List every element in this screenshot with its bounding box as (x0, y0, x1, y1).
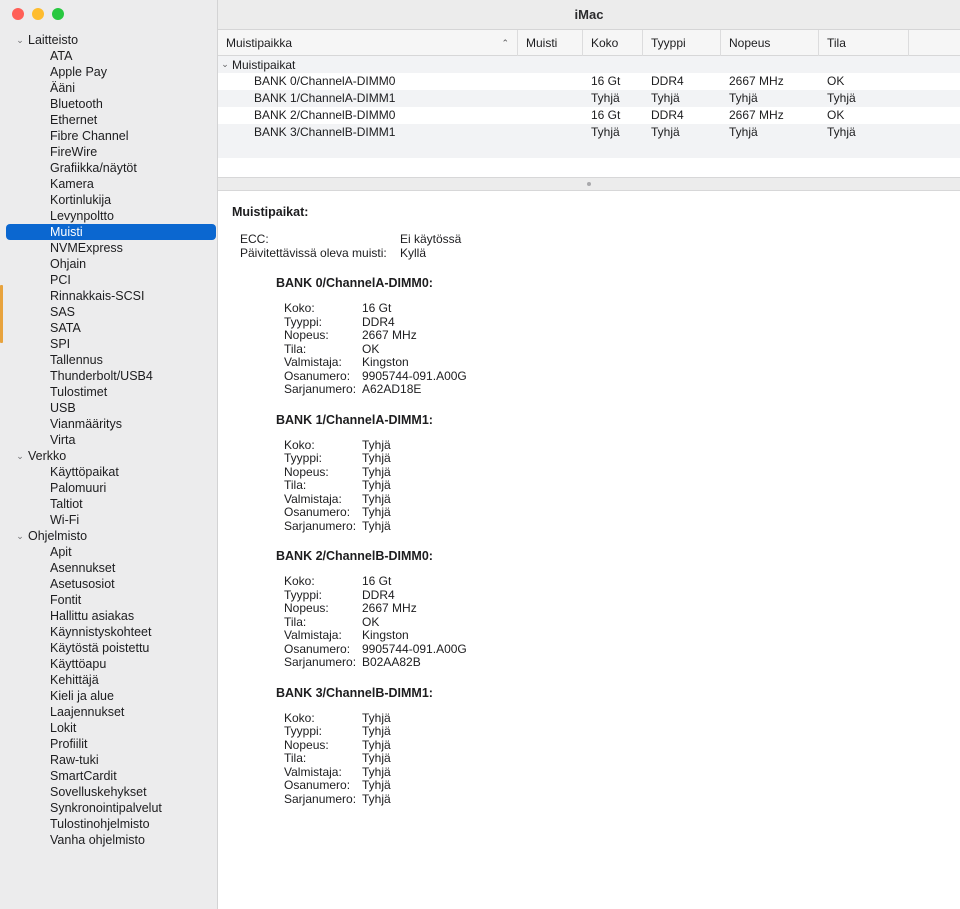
detail-field (284, 302, 960, 316)
detail-field (284, 329, 960, 343)
detail-field-label: Tila: (284, 751, 307, 765)
detail-field-label: Nopeus: (284, 737, 329, 752)
detail-field-value: 9905744-091.A00G (362, 641, 467, 656)
sidebar-item-nvmexpress[interactable]: NVMExpress (50, 241, 123, 255)
detail-field-value: DDR4 (362, 314, 395, 329)
detail-field-label: Sarjanumero: (284, 791, 357, 806)
cell-nopeus: 2667 MHz (729, 74, 784, 88)
detail-bank-section (276, 276, 960, 397)
cell-tyyppi: Tyhjä (651, 91, 680, 105)
detail-field-label: Osanumero: (284, 641, 351, 656)
sidebar-group-label: Ohjelmisto (28, 529, 88, 543)
detail-field (240, 247, 960, 261)
detail-field (284, 793, 960, 807)
sidebar-item-vianm-ritys[interactable]: Vianmääritys (50, 417, 123, 431)
column-header-tyyppi[interactable] (643, 30, 721, 56)
cell-koko: 16 Gt (591, 108, 621, 122)
detail-field-label: Valmistaja: (284, 355, 342, 369)
cell-tila: OK (827, 108, 845, 122)
sidebar-item-hallittu-asiakas[interactable]: Hallittu asiakas (50, 609, 135, 623)
chevron-down-icon[interactable]: ⌄ (16, 34, 24, 45)
detail-field-value: Tyhjä (362, 478, 391, 492)
sidebar-item-ohjain[interactable]: Ohjain (50, 257, 87, 271)
sidebar-item-bluetooth[interactable]: Bluetooth (50, 97, 103, 111)
cell-muistipaikka: BANK 0/ChannelA-DIMM0 (254, 74, 396, 88)
detail-field-label: Osanumero: (284, 368, 351, 383)
cell-koko: 16 Gt (591, 74, 621, 88)
detail-field-label: Osanumero: (284, 778, 351, 792)
sidebar-item-sovelluskehykset[interactable]: Sovelluskehykset (50, 785, 147, 799)
detail-field-label: ECC: (240, 232, 269, 246)
table-row[interactable] (218, 124, 960, 141)
detail-field (284, 493, 960, 507)
sidebar-item-asetusosiot[interactable]: Asetusosiot (50, 577, 115, 591)
detail-field (284, 643, 960, 657)
chevron-down-icon[interactable]: ⌄ (16, 530, 24, 541)
detail-field-value: Tyhjä (362, 505, 391, 519)
memory-slots-table (218, 56, 960, 177)
detail-pane (218, 191, 960, 909)
sidebar-item-k-ytt-paikat[interactable]: Käyttöpaikat (50, 465, 119, 479)
cell-tila: OK (827, 74, 845, 88)
detail-field-label: Nopeus: (284, 464, 329, 479)
detail-bank-title: BANK 1/ChannelA-DIMM1: (276, 412, 433, 427)
sidebar-item-palomuuri[interactable]: Palomuuri (50, 481, 107, 495)
cell-muisti (518, 124, 583, 141)
sidebar-item-tulostinohjelmisto[interactable]: Tulostinohjelmisto (50, 817, 150, 831)
cell-tyyppi: DDR4 (651, 108, 684, 122)
cell-koko: Tyhjä (591, 91, 620, 105)
sidebar-item-grafiikka-n-yt-t[interactable]: Grafiikka/näytöt (50, 161, 137, 175)
detail-field (284, 439, 960, 453)
sidebar-item-spi[interactable]: SPI (50, 337, 71, 351)
column-header-tila[interactable] (819, 30, 909, 56)
detail-field-label: Tyyppi: (284, 587, 323, 602)
detail-field-value: OK (362, 614, 380, 629)
sidebar-item-kehitt-j[interactable]: Kehittäjä (50, 673, 99, 687)
sidebar-item-pci[interactable]: PCI (50, 273, 71, 287)
column-header-label: Nopeus (729, 35, 771, 50)
main-panel (218, 0, 960, 909)
sidebar-item-sas[interactable]: SAS (50, 305, 76, 319)
column-header-muistipaikka[interactable] (218, 30, 518, 56)
detail-field (284, 479, 960, 493)
detail-field-value: Tyhjä (362, 764, 391, 779)
cell-muistipaikka: BANK 1/ChannelA-DIMM1 (254, 91, 396, 105)
detail-field-value: Tyhjä (362, 518, 391, 533)
detail-field-value: Kingston (362, 355, 409, 369)
detail-field (284, 466, 960, 480)
sidebar-item-levynpoltto[interactable]: Levynpoltto (50, 209, 114, 223)
sidebar-item-laajennukset[interactable]: Laajennukset (50, 705, 125, 719)
sidebar-item-ni[interactable]: Ääni (50, 81, 76, 95)
detail-field (284, 616, 960, 630)
detail-field-label: Tila: (284, 614, 307, 629)
window-controls[interactable] (0, 0, 217, 28)
sidebar-item-sata[interactable]: SATA (50, 321, 81, 335)
detail-field-value: 2667 MHz (362, 328, 417, 342)
chevron-down-icon[interactable]: ⌄ (221, 59, 229, 69)
detail-field-value: Kyllä (400, 245, 427, 260)
detail-field-label: Valmistaja: (284, 491, 342, 506)
sidebar-item-k-ynnistyskohteet[interactable]: Käynnistyskohteet (50, 625, 152, 639)
detail-bank-section (276, 413, 960, 534)
sidebar-item-profiilit[interactable]: Profiilit (50, 737, 88, 751)
detail-field-value: Tyhjä (362, 791, 391, 806)
sidebar (0, 0, 218, 909)
cell-nopeus: Tyhjä (729, 91, 758, 105)
sidebar-item-k-yt-st-poistettu[interactable]: Käytöstä poistettu (50, 641, 150, 655)
cell-muisti (518, 107, 583, 124)
detail-bank-section (276, 686, 960, 807)
sidebar-item-thunderbolt-usb4[interactable]: Thunderbolt/USB4 (50, 369, 153, 383)
detail-field-label: Valmistaja: (284, 628, 342, 642)
detail-bank-title: BANK 3/ChannelB-DIMM1: (276, 685, 433, 700)
detail-field (284, 752, 960, 766)
detail-banks (232, 276, 960, 806)
detail-field-value: Tyhjä (362, 778, 391, 792)
sidebar-item-tallennus[interactable]: Tallennus (50, 353, 103, 367)
sidebar-item-firewire[interactable]: FireWire (50, 145, 98, 159)
sidebar-list (0, 28, 217, 848)
cell-nopeus: 2667 MHz (729, 108, 784, 122)
table-row[interactable] (218, 107, 960, 124)
sidebar-item-apit[interactable]: Apit (50, 545, 72, 559)
detail-field (284, 739, 960, 753)
sort-ascending-icon: ⌃ (501, 37, 509, 48)
sidebar-group-verkko[interactable] (0, 448, 217, 464)
detail-field (284, 316, 960, 330)
detail-field-value: 9905744-091.A00G (362, 368, 467, 383)
cell-tila: Tyhjä (827, 91, 856, 105)
detail-field (284, 766, 960, 780)
detail-field (284, 506, 960, 520)
detail-field-value: DDR4 (362, 587, 395, 602)
page-title: iMac (574, 7, 604, 22)
detail-field-value: Tyhjä (362, 437, 391, 452)
detail-field-label: Päivitettävissä oleva muisti: (240, 245, 387, 260)
sidebar-item-virta[interactable]: Virta (50, 433, 76, 447)
detail-field (284, 779, 960, 793)
pane-splitter[interactable] (218, 177, 960, 191)
sidebar-item-rinnakkais-scsi[interactable]: Rinnakkais-SCSI (50, 289, 145, 303)
minimize-icon[interactable] (32, 8, 44, 20)
column-header-label: Tila (827, 35, 846, 50)
sidebar-item-asennukset[interactable]: Asennukset (50, 561, 116, 575)
sidebar-item-vanha-ohjelmisto[interactable]: Vanha ohjelmisto (50, 833, 145, 847)
detail-field (284, 575, 960, 589)
cell-muistipaikka: BANK 2/ChannelB-DIMM0 (254, 108, 396, 122)
detail-field-label: Koko: (284, 574, 315, 588)
sidebar-item-fibre-channel[interactable]: Fibre Channel (50, 129, 129, 143)
sidebar-item-k-ytt-apu[interactable]: Käyttöapu (50, 657, 107, 671)
cell-tila: Tyhjä (827, 125, 856, 139)
detail-field (284, 452, 960, 466)
detail-field-value: Tyhjä (362, 737, 391, 752)
sidebar-item-lokit[interactable]: Lokit (50, 721, 77, 735)
sidebar-item-smartcardit[interactable]: SmartCardit (50, 769, 117, 783)
detail-field-label: Koko: (284, 437, 315, 452)
sidebar-item-kamera[interactable]: Kamera (50, 177, 94, 191)
detail-field-label: Nopeus: (284, 601, 329, 615)
column-header-nopeus[interactable] (721, 30, 819, 56)
table-header (218, 30, 960, 56)
sidebar-group-ohjelmisto[interactable] (0, 528, 217, 544)
detail-field-label: Nopeus: (284, 328, 329, 342)
detail-field-label: Osanumero: (284, 505, 351, 519)
cell-tyyppi: Tyhjä (651, 125, 680, 139)
detail-field-value: Tyhjä (362, 464, 391, 479)
detail-field-label: Sarjanumero: (284, 382, 357, 396)
sidebar-item-ata[interactable]: ATA (50, 49, 73, 63)
detail-field (284, 589, 960, 603)
sidebar-item-synkronointipalvelut[interactable]: Synkronointipalvelut (50, 801, 162, 815)
detail-field-label: Koko: (284, 710, 315, 725)
cell-muisti (518, 73, 583, 90)
detail-field (284, 712, 960, 726)
detail-field (284, 725, 960, 739)
detail-field-value: B02AA82B (362, 655, 421, 669)
column-header-label: Muisti (526, 35, 558, 50)
table-group-label: Muistipaikat (232, 57, 296, 72)
detail-field-value: Tyhjä (362, 724, 391, 738)
maximize-icon[interactable] (52, 8, 64, 20)
detail-bank-section (276, 549, 960, 670)
column-header-label: Tyyppi (651, 35, 686, 50)
table-empty-row (218, 141, 960, 158)
table-row[interactable] (218, 90, 960, 107)
cell-nopeus: Tyhjä (729, 125, 758, 139)
detail-field-value: Kingston (362, 628, 409, 642)
detail-title: Muistipaikat: (232, 205, 309, 219)
sidebar-item-apple-pay[interactable]: Apple Pay (50, 65, 107, 79)
detail-field-label: Tyyppi: (284, 451, 323, 465)
detail-field-label: Sarjanumero: (284, 518, 357, 533)
detail-field-value: 16 Gt (362, 574, 392, 588)
cell-tyyppi: DDR4 (651, 74, 684, 88)
sidebar-item-ethernet[interactable]: Ethernet (50, 113, 98, 127)
detail-field (284, 520, 960, 534)
detail-field-value: A62AD18E (362, 382, 422, 396)
detail-field-value: Tyhjä (362, 751, 391, 765)
sidebar-item-taltiot[interactable]: Taltiot (50, 497, 83, 511)
detail-field (284, 343, 960, 357)
detail-field (284, 370, 960, 384)
detail-field-value: 16 Gt (362, 301, 392, 315)
chevron-down-icon[interactable]: ⌄ (16, 450, 24, 461)
column-header-muisti[interactable] (518, 30, 583, 56)
detail-field (240, 233, 960, 247)
detail-field-label: Tyyppi: (284, 724, 323, 738)
detail-field-value: Tyhjä (362, 710, 391, 725)
detail-field-value: Ei käytössä (400, 232, 462, 246)
column-header-koko[interactable] (583, 30, 643, 56)
detail-field-label: Tila: (284, 478, 307, 492)
detail-field-label: Koko: (284, 301, 315, 315)
column-header-label: Muistipaikka (226, 35, 293, 50)
sidebar-item-fontit[interactable]: Fontit (50, 593, 82, 607)
sidebar-group-label: Laitteisto (28, 33, 79, 47)
sidebar-item-tulostimet[interactable]: Tulostimet (50, 385, 108, 399)
close-icon[interactable] (12, 8, 24, 20)
detail-bank-title: BANK 2/ChannelB-DIMM0: (276, 549, 433, 563)
detail-field-value: Tyhjä (362, 491, 391, 506)
column-header-label: Koko (591, 35, 619, 50)
detail-field-value: OK (362, 341, 380, 356)
detail-field-label: Sarjanumero: (284, 655, 357, 669)
table-group-row[interactable] (218, 56, 960, 73)
table-empty-row (218, 158, 960, 175)
sidebar-item-wi-fi[interactable]: Wi-Fi (50, 513, 80, 527)
sidebar-group-label: Verkko (28, 449, 67, 463)
background-window-edge (0, 285, 3, 343)
sidebar-item-kieli-ja-alue[interactable]: Kieli ja alue (50, 689, 114, 703)
detail-field-value: 2667 MHz (362, 601, 417, 615)
detail-bank-title: BANK 0/ChannelA-DIMM0: (276, 276, 433, 290)
detail-field-label: Tyyppi: (284, 314, 323, 329)
detail-summary (232, 233, 960, 260)
detail-field-value: Tyhjä (362, 451, 391, 465)
detail-field (284, 602, 960, 616)
sidebar-item-raw-tuki[interactable]: Raw-tuki (50, 753, 99, 767)
detail-field (284, 629, 960, 643)
cell-muistipaikka: BANK 3/ChannelB-DIMM1 (254, 125, 396, 139)
sidebar-item-kortinlukija[interactable]: Kortinlukija (50, 193, 112, 207)
cell-koko: Tyhjä (591, 125, 620, 139)
table-row[interactable] (218, 73, 960, 90)
detail-field (284, 656, 960, 670)
cell-muisti (518, 90, 583, 107)
detail-field (284, 356, 960, 370)
detail-field-label: Valmistaja: (284, 764, 342, 779)
splitter-grip[interactable] (587, 182, 591, 186)
sidebar-group-laitteisto[interactable] (0, 32, 217, 48)
sidebar-item-usb[interactable]: USB (50, 401, 76, 415)
detail-field (284, 383, 960, 397)
detail-field-label: Tila: (284, 341, 307, 356)
window-title-bar (218, 0, 960, 30)
sidebar-item-muisti[interactable]: Muisti (6, 224, 216, 240)
